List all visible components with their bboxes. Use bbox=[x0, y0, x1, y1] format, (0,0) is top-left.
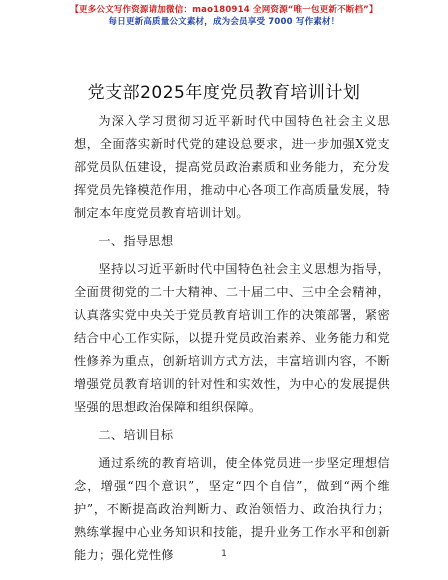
document-body bbox=[74, 110, 390, 567]
promo-banner bbox=[0, 4, 448, 28]
guiding-ideology-paragraph: 坚持以习近平新时代中国特色社会主义思想为指导，全面贯彻党的二十大精神、二十届二中、三中全会精神，认真落实党中央关于党员教育培训工作的决策部署，紧密结合中心工作实际，以提升党员政治素养、业务能力和党性修养为重点，创新培训方式方法，丰富培训内容，不断增强党员教育培训的针对性和实效性，为中心的发展提供坚强的思想政治保障和组织保障。 bbox=[74, 262, 390, 414]
promo-banner-line-2: 每日更新高质量公文素材，成为会员享受 7000 写作素材！ bbox=[108, 17, 340, 27]
page-number: 1 bbox=[221, 549, 227, 559]
intro-paragraph: 为深入学习贯彻习近平新时代中国特色社会主义思想，全面落实新时代党的建设总要求，进一步加强X党支部党员队伍建设，提高党员政治素质和业务能力，充分发挥党员先锋模范作用，推动中心各项工作高质量发展，特制定本年度党员教育培训计划。 bbox=[74, 114, 390, 220]
document-title: 党支部2025年度党员教育培训计划 bbox=[87, 83, 361, 103]
section-heading-guiding-ideology: 一、指导思想 bbox=[98, 234, 174, 248]
promo-banner-line-1: 【更多公文写作资源请加微信：mao180914 全网资源“唯一包更新不断档”】 bbox=[70, 5, 378, 15]
training-goals-paragraph: 通过系统的教育培训，使全体党员进一步坚定理想信念，增强“四个意识”，坚定“四个自信”，做到“两个维护”，不断提高政治判断力、政治领悟力、政治执行力；熟练掌握中心业务知识和技能，提升业务工作水平和创新能力；强化党性修 bbox=[74, 456, 390, 562]
section-heading-training-goals: 二、培训目标 bbox=[98, 428, 174, 442]
